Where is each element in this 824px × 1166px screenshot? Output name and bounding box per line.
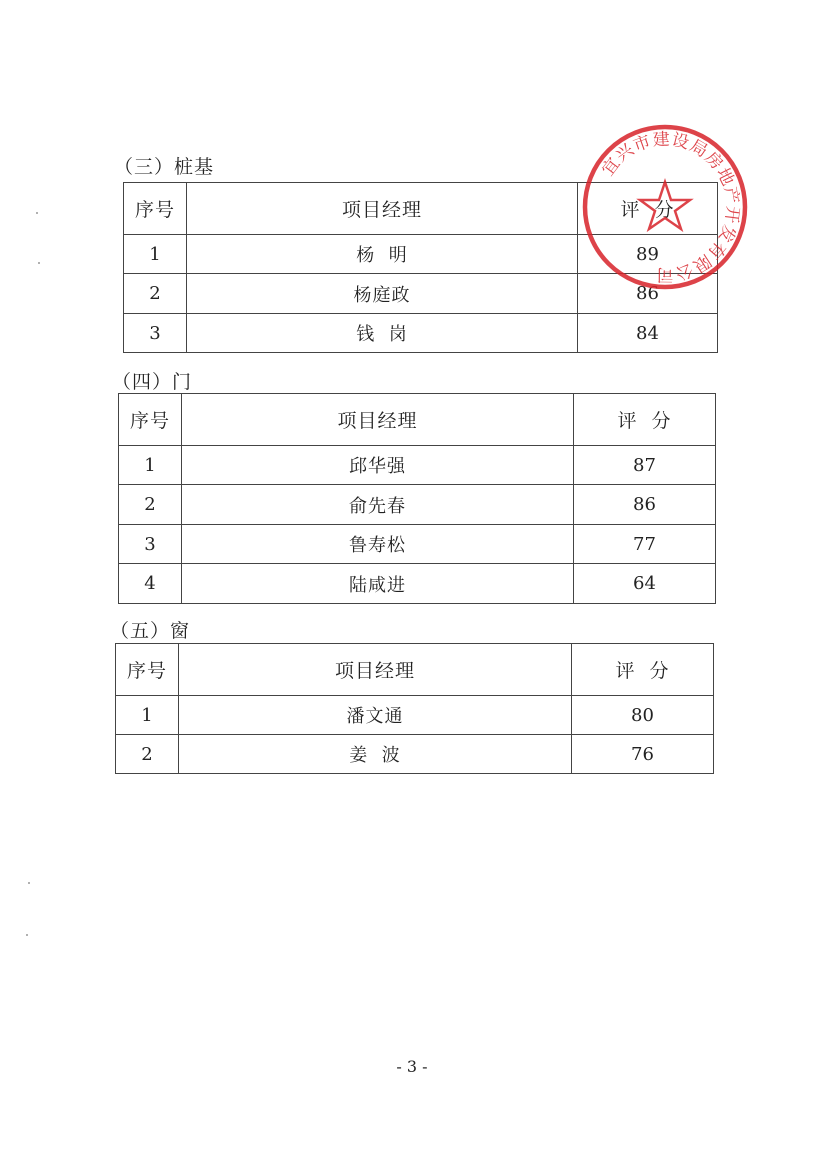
score-table-windows xyxy=(115,643,714,774)
header-no: 序号 xyxy=(124,183,187,235)
row-manager: 陆咸进 xyxy=(182,564,574,604)
header-manager: 项目经理 xyxy=(179,644,572,696)
table-header-row xyxy=(124,183,718,235)
header-no: 序号 xyxy=(119,394,182,446)
row-score: 76 xyxy=(572,735,714,774)
row-manager: 鲁寿松 xyxy=(182,525,574,564)
row-score: 77 xyxy=(574,525,716,564)
row-no: 1 xyxy=(119,446,182,485)
table-row xyxy=(116,696,714,735)
scan-speck xyxy=(38,262,40,264)
scan-speck xyxy=(36,212,38,214)
score-table-doors xyxy=(118,393,716,604)
table-header-row xyxy=(119,394,716,446)
row-score: 84 xyxy=(578,314,718,353)
table-header-row xyxy=(116,644,714,696)
header-manager: 项目经理 xyxy=(187,183,578,235)
table-row xyxy=(119,446,716,485)
row-score: 86 xyxy=(574,485,716,525)
table-row xyxy=(119,525,716,564)
score-table-pile-foundation xyxy=(123,182,718,353)
scan-speck xyxy=(26,934,28,936)
table-row xyxy=(124,274,718,314)
table-row xyxy=(124,314,718,353)
header-manager: 项目经理 xyxy=(182,394,574,446)
header-score: 评 分 xyxy=(572,644,714,696)
row-manager: 俞先春 xyxy=(182,485,574,525)
row-no: 1 xyxy=(124,235,187,274)
row-manager: 杨庭政 xyxy=(187,274,578,314)
row-manager: 杨 明 xyxy=(187,235,578,274)
section-title-windows: （五）窗 xyxy=(110,620,191,642)
row-manager: 邱华强 xyxy=(182,446,574,485)
table-row xyxy=(124,235,718,274)
row-no: 4 xyxy=(119,564,182,604)
row-manager: 姜 波 xyxy=(179,735,572,774)
section-title-doors: （四）门 xyxy=(112,371,193,393)
row-no: 1 xyxy=(116,696,179,735)
row-score: 87 xyxy=(574,446,716,485)
svg-text:宜兴市建设局房地产开发有限公司: 宜兴市建设局房地产开发有限公司 xyxy=(598,129,743,285)
row-no: 2 xyxy=(124,274,187,314)
table-row xyxy=(119,564,716,604)
header-no: 序号 xyxy=(116,644,179,696)
page-number: - 3 - xyxy=(396,1057,428,1076)
row-manager: 潘文通 xyxy=(179,696,572,735)
row-manager: 钱 岗 xyxy=(187,314,578,353)
row-no: 2 xyxy=(119,485,182,525)
row-score: 89 xyxy=(578,235,718,274)
row-score: 80 xyxy=(572,696,714,735)
row-score: 64 xyxy=(574,564,716,604)
row-score: 86 xyxy=(578,274,718,314)
table-row xyxy=(116,735,714,774)
row-no: 3 xyxy=(119,525,182,564)
table-row xyxy=(119,485,716,525)
scan-speck xyxy=(28,882,30,884)
row-no: 2 xyxy=(116,735,179,774)
section-title-pile-foundation: （三）桩基 xyxy=(114,156,215,178)
header-score: 评 分 xyxy=(574,394,716,446)
header-score: 评 分 xyxy=(578,183,718,235)
row-no: 3 xyxy=(124,314,187,353)
